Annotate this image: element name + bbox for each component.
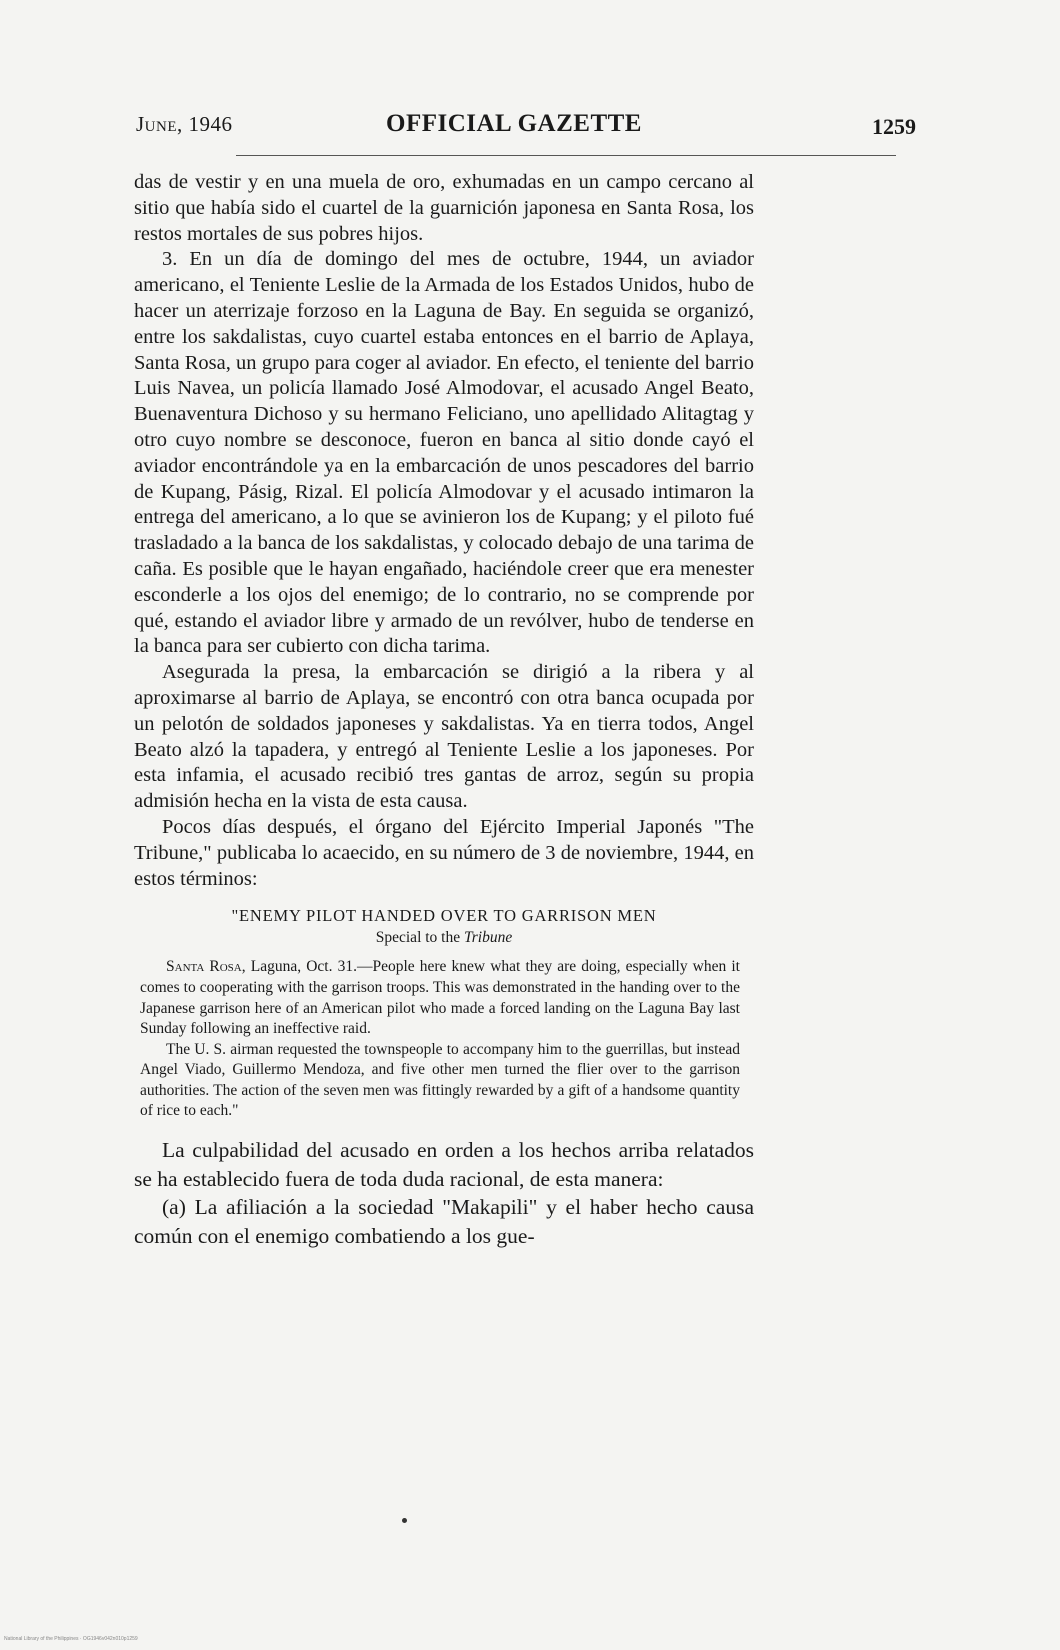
quote-paragraph-2: The U. S. airman requested the townspeople to accompany him to the guerrillas, but instead Angel Viado, Guillermo Mendoza, and five other men turned the flier over to the garrison authorities. The action of the seven men was fittingly rewarded by a gift of a handsome quantity of rice to each.": [140, 1040, 740, 1120]
quote-1-text: , Laguna, Oct. 31.—People here knew what they are doing, especially when it comes to cooperating with the garrison troops. This was demonstrated in the handing over to the Japanese garrison here of an American pilot who made a forced landing on the Laguna Bay last Sunday following an ineffective raid.: [140, 958, 740, 1038]
quote-place: Santa Rosa: [166, 958, 242, 976]
header-title: OFFICIAL GAZETTE: [386, 110, 642, 137]
header-date: June, 1946: [136, 112, 233, 136]
paragraph-5: La culpabilidad del acusado en orden a los hechos arriba relatados se ha establecido fuera de toda duda racional, de esta manera:: [134, 1138, 754, 1191]
news-paper-name: Tribune: [464, 929, 513, 947]
paragraph-2: 3. En un día de domingo del mes de octubre, 1944, un aviador americano, el Teniente Leslie de la Armada de los Estados Unidos, hubo de hacer un aterrizaje forzoso en la Laguna de Bay. En seguida se organizó, entre los sakdalistas, cuyo cuartel estaba entonces en el barrio de Aplaya, Santa Rosa, un grupo para coger al aviador. En efecto, el teniente del barrio Luis Navea, un policía llamado José Almodovar, el acusado Angel Beato, Buenaventura Dichoso y su hermano Feliciano, uno apellidado Alitagtag y otro cuyo nombre se desconoce, fueron en banca al sitio donde cayó el aviador encontrándole ya en la embarcación de unos pescadores del barrio de Kupang, Pásig, Rizal. El policía Almodovar y el acusado intimaron la entrega del americano, a lo que se avinieron los de Kupang; y el piloto fué trasladado a la banca de los sakdalistas, y colocado debajo de una tarima de caña. Es posible que le hayan engañado, haciéndole creer que era menester esconderle a los ojos del enemigo; de lo contrario, no se comprende por qué, estando el aviador libre y armado de un revólver, hubo de tenderse en la banca para ser cubierto con dicha tarima.: [134, 248, 754, 658]
news-headline: "ENEMY PILOT HANDED OVER TO GARRISON MEN: [231, 906, 657, 926]
paragraph-6: (a) La afiliación a la sociedad "Makapili" y el haber hecho causa común con el enemigo combatiendo a los gue-: [134, 1195, 754, 1248]
footer-note: National Library of the Philippines · OG1946v042n010p1259: [4, 1636, 138, 1642]
page-mark-dot: [402, 1518, 407, 1523]
quote-paragraph-1: [140, 957, 740, 1039]
paragraph-4: Pocos días después, el órgano del Ejército Imperial Japonés "The Tribune," publicaba lo acaecido, en su número de 3 de noviembre, 1944, en estos términos:: [134, 815, 754, 890]
body-text: [134, 170, 754, 1250]
news-subheadline: [134, 929, 754, 947]
paragraph-1: das de vestir y en una muela de oro, exhumadas en un campo cercano al sitio que había sido el cuartel de la guarnición japonesa en Santa Rosa, los restos mortales de sus pobres hijos.: [134, 171, 754, 245]
news-special-label: Special to the: [375, 929, 461, 947]
paragraph-3: Asegurada la presa, la embarcación se dirigió a la ribera y al aproximarse al barrio de Aplaya, se encontró con otra banca ocupada por un pelotón de soldados japoneses y sakdalistas. Ya en tierra todos, Angel Beato alzó la tapadera, y entregó al Teniente Leslie a los japoneses. Por esta infamia, el acusado recibió tres gantas de arroz, según su propia admisión hecha en la vista de esta causa.: [134, 661, 754, 813]
page-number: 1259: [872, 114, 916, 139]
page-header: [136, 108, 916, 148]
header-rule: [236, 155, 896, 156]
